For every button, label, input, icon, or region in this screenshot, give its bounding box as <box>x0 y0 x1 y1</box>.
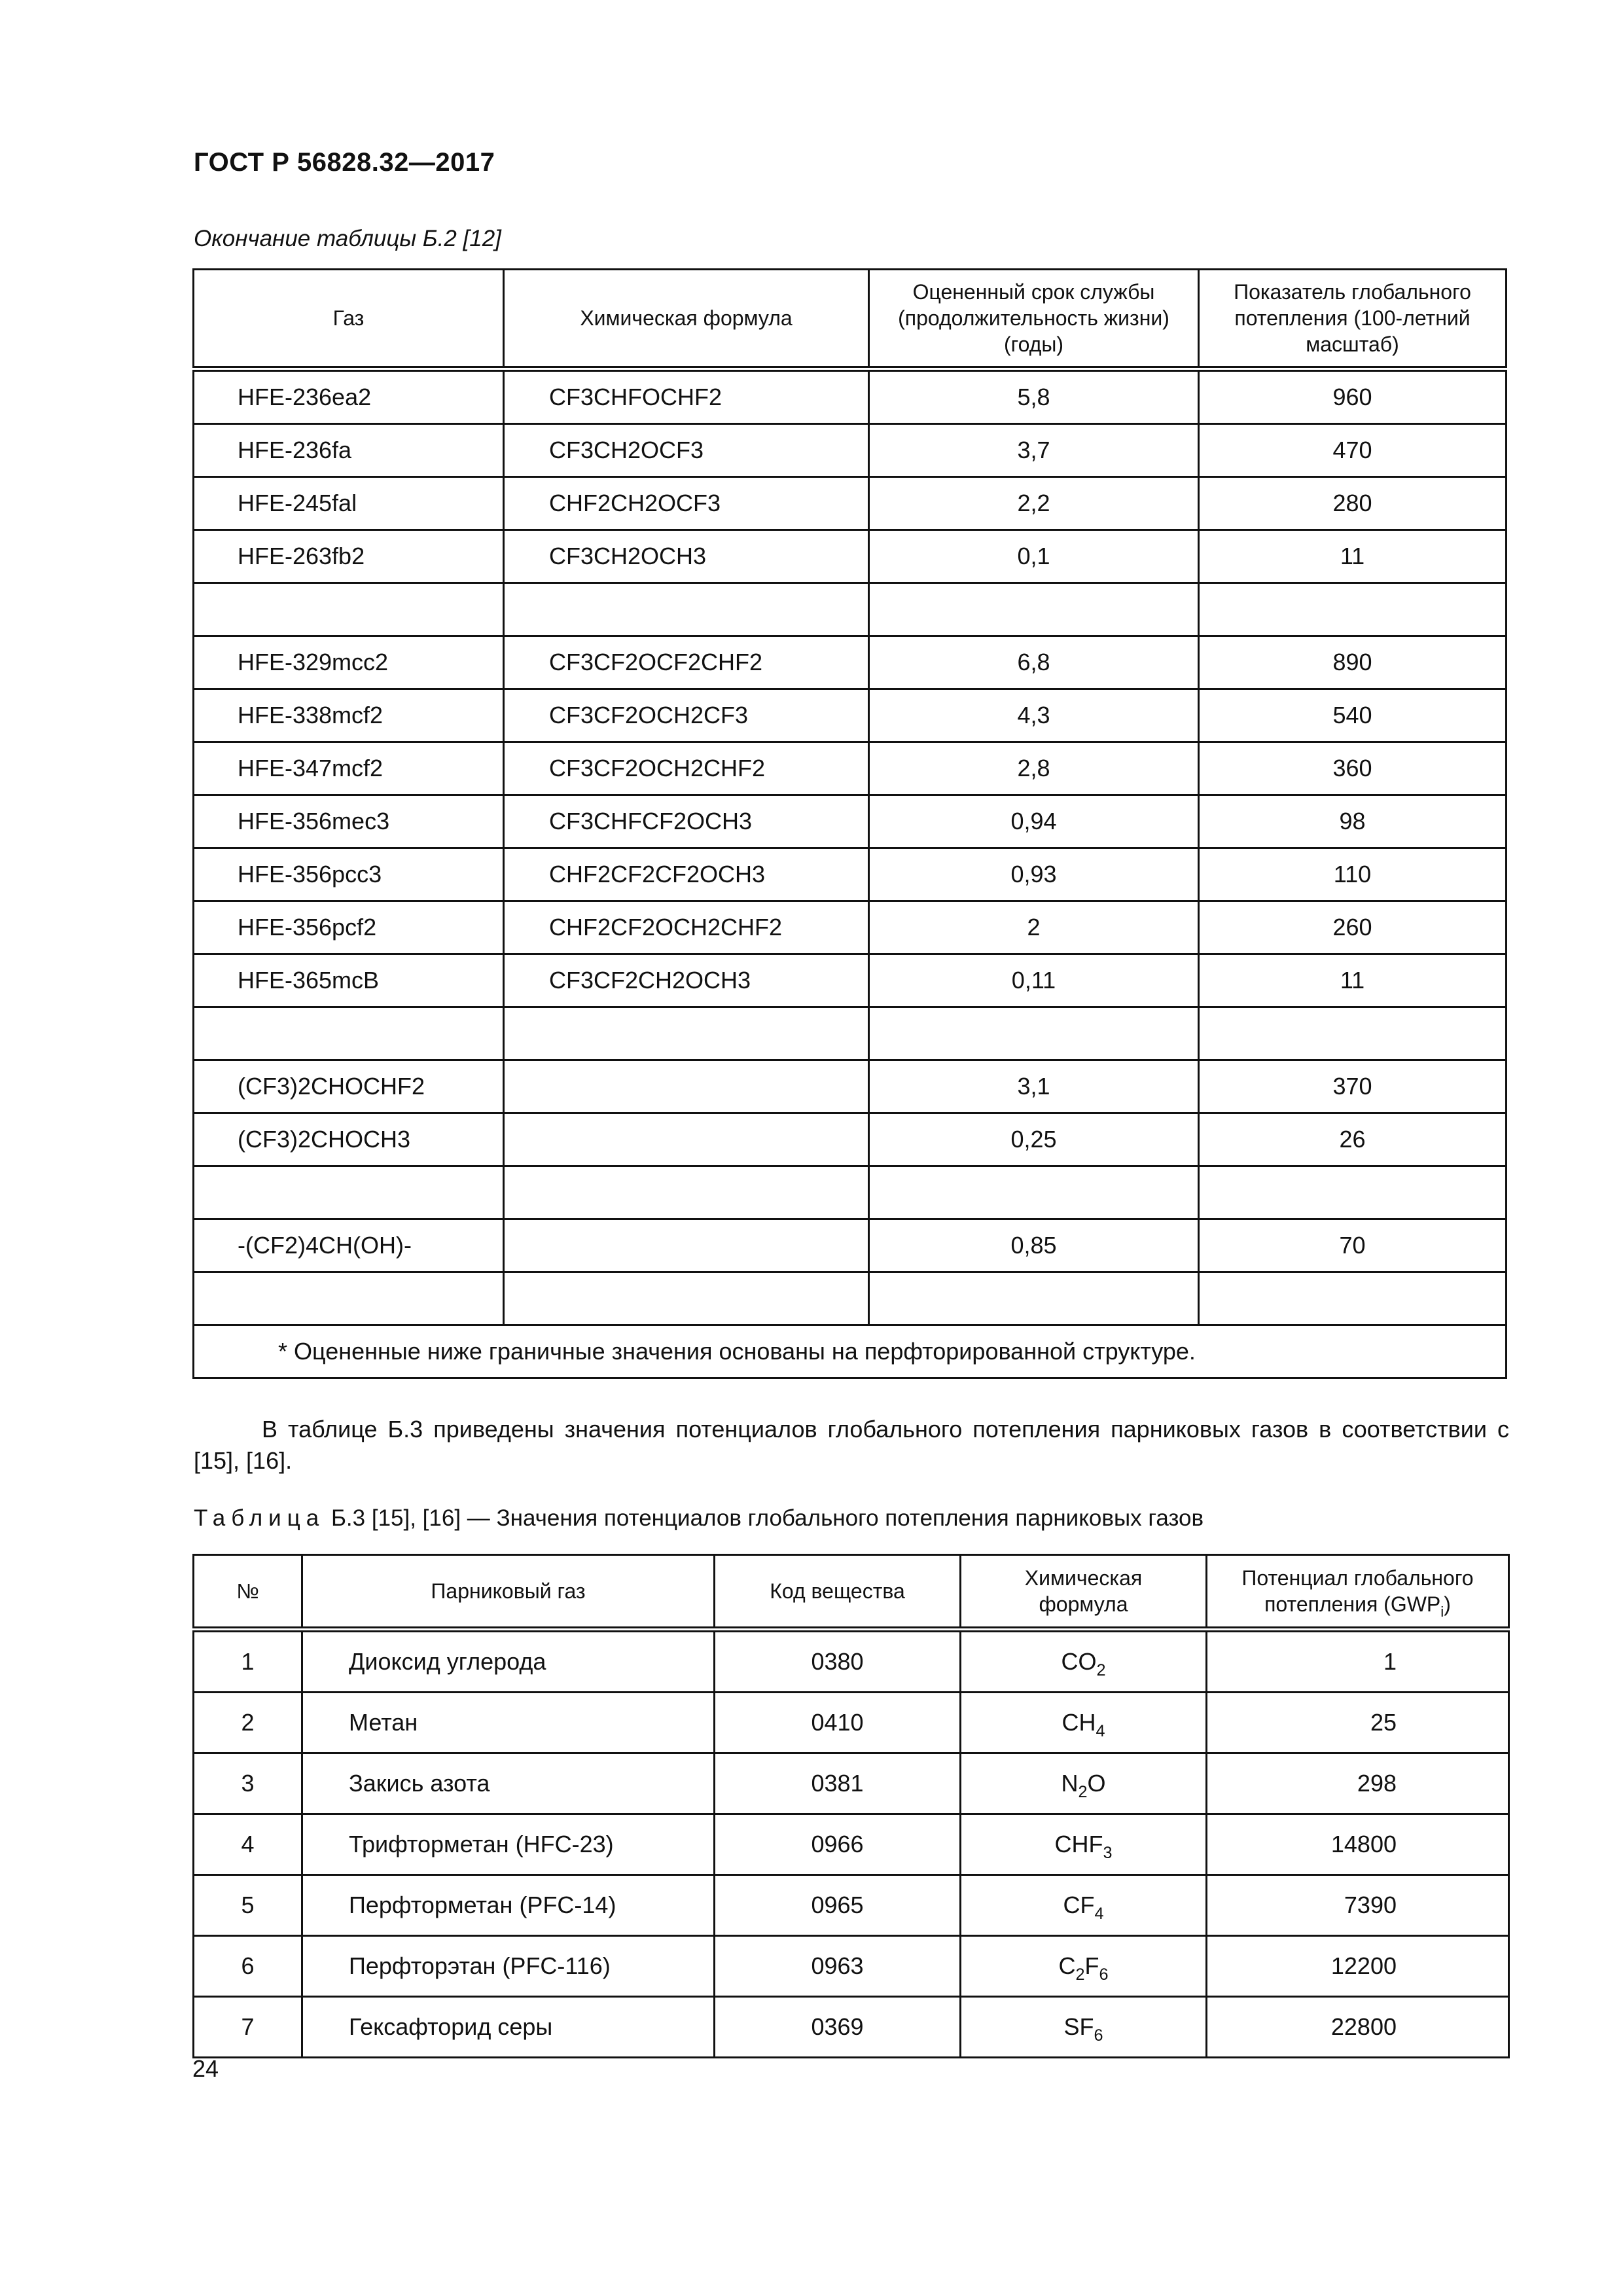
gas-cell: (CF3)2CHOCHF2 <box>194 1060 504 1113</box>
column-header-gas: Газ <box>194 270 504 369</box>
lifetime-cell: 0,93 <box>869 848 1199 901</box>
gwp-cell: 70 <box>1199 1219 1507 1272</box>
table-row <box>194 1166 1507 1219</box>
gwp-value-cell: 298 <box>1207 1753 1509 1814</box>
formula-cell <box>504 1272 869 1325</box>
gwp-cell: 960 <box>1199 369 1507 424</box>
gas-cell: HFE-356mec3 <box>194 795 504 848</box>
gwp-cell: 280 <box>1199 477 1507 530</box>
greenhouse-gas-cell: Гексафторид серы <box>302 1997 715 2058</box>
formula-cell: CF3CF2OCF2CHF2 <box>504 636 869 689</box>
gwp-value-cell: 14800 <box>1207 1814 1509 1875</box>
table-row <box>194 1693 1509 1753</box>
lifetime-cell <box>869 1166 1199 1219</box>
formula-subscript: 2 <box>1096 1660 1106 1679</box>
column-header-greenhouse-gas: Парниковый газ <box>302 1555 715 1630</box>
formula-part: CHF <box>1054 1831 1103 1857</box>
gas-cell: HFE-356pcc3 <box>194 848 504 901</box>
lifetime-cell: 3,7 <box>869 424 1199 477</box>
gwp-cell: 98 <box>1199 795 1507 848</box>
gwp-value-cell: 7390 <box>1207 1875 1509 1936</box>
column-header-gwp-potential <box>1207 1555 1509 1630</box>
gwp-cell: 890 <box>1199 636 1507 689</box>
number-cell: 2 <box>194 1693 302 1753</box>
gas-cell: HFE-263fb2 <box>194 530 504 583</box>
gas-cell: HFE-236fa <box>194 424 504 477</box>
gwp-cell <box>1199 583 1507 636</box>
table-row <box>194 1936 1509 1997</box>
gwp-cell <box>1199 1272 1507 1325</box>
gwp-cell <box>1199 1007 1507 1060</box>
greenhouse-gas-cell: Перфторэтан (PFC-116) <box>302 1936 715 1997</box>
table-b2-caption: Окончание таблицы Б.2 [12] <box>194 226 501 251</box>
gwp-header-suffix: ) <box>1444 1592 1451 1616</box>
table-b2-header-row <box>194 270 1507 369</box>
formula-subscript: 2 <box>1078 1782 1088 1801</box>
gas-cell: (CF3)2CHOCH3 <box>194 1113 504 1166</box>
lifetime-cell: 4,3 <box>869 689 1199 742</box>
gwp-cell: 540 <box>1199 689 1507 742</box>
formula-cell: CF3CF2CH2OCH3 <box>504 954 869 1007</box>
greenhouse-gas-cell: Перфторметан (PFC-14) <box>302 1875 715 1936</box>
substance-code-cell: 0380 <box>715 1630 961 1693</box>
table-b2 <box>192 268 1507 1379</box>
page-header: ГОСТ Р 56828.32—2017 <box>194 148 495 177</box>
table-row <box>194 477 1507 530</box>
number-cell: 7 <box>194 1997 302 2058</box>
lifetime-cell: 5,8 <box>869 369 1199 424</box>
number-cell: 6 <box>194 1936 302 1997</box>
gwp-cell: 11 <box>1199 530 1507 583</box>
gas-cell: HFE-347mcf2 <box>194 742 504 795</box>
gwp-cell: 26 <box>1199 1113 1507 1166</box>
table-b3-caption-text: Б.3 [15], [16] — Значения потенциалов глобального потепления парниковых газов <box>325 1505 1204 1531</box>
gas-cell: HFE-329mcc2 <box>194 636 504 689</box>
gwp-value-cell: 12200 <box>1207 1936 1509 1997</box>
table-b2-footnote-row <box>194 1325 1507 1378</box>
chemical-formula-cell <box>961 1814 1207 1875</box>
gwp-cell: 260 <box>1199 901 1507 954</box>
greenhouse-gas-cell: Закись азота <box>302 1753 715 1814</box>
table-row <box>194 901 1507 954</box>
formula-part: O <box>1087 1770 1106 1797</box>
gwp-value-cell: 25 <box>1207 1693 1509 1753</box>
formula-cell: CF3CHFOCHF2 <box>504 369 869 424</box>
formula-cell: CF3CF2OCH2CHF2 <box>504 742 869 795</box>
column-header-substance-code: Код вещества <box>715 1555 961 1630</box>
column-header-lifetime: Оцененный срок службы (продолжительность жизни) (годы) <box>869 270 1199 369</box>
gas-cell: HFE-365mcB <box>194 954 504 1007</box>
gas-cell: HFE-245fal <box>194 477 504 530</box>
table-row <box>194 1630 1509 1693</box>
formula-part: CO <box>1061 1648 1097 1675</box>
table-row <box>194 954 1507 1007</box>
gwp-cell: 470 <box>1199 424 1507 477</box>
substance-code-cell: 0369 <box>715 1997 961 2058</box>
formula-part: SF <box>1063 2013 1094 2040</box>
formula-cell <box>504 1166 869 1219</box>
lifetime-cell: 0,1 <box>869 530 1199 583</box>
formula-part: N <box>1061 1770 1079 1797</box>
body-paragraph: В таблице Б.3 приведены значения потенциалов глобального потепления парниковых газов в соответствии с [15], [16]. <box>194 1416 1509 1474</box>
gwp-value-cell: 1 <box>1207 1630 1509 1693</box>
number-cell: 3 <box>194 1753 302 1814</box>
table-row <box>194 424 1507 477</box>
table-row <box>194 583 1507 636</box>
gwp-cell: 110 <box>1199 848 1507 901</box>
gas-cell <box>194 1007 504 1060</box>
lifetime-cell <box>869 1007 1199 1060</box>
formula-cell: CHF2CH2OCF3 <box>504 477 869 530</box>
substance-code-cell: 0966 <box>715 1814 961 1875</box>
lifetime-cell: 0,25 <box>869 1113 1199 1166</box>
gas-cell: HFE-356pcf2 <box>194 901 504 954</box>
lifetime-cell <box>869 583 1199 636</box>
table-row <box>194 742 1507 795</box>
table-b3-caption-label: Таблица <box>194 1505 325 1531</box>
lifetime-cell: 0,11 <box>869 954 1199 1007</box>
table-row <box>194 1113 1507 1166</box>
lifetime-cell: 0,94 <box>869 795 1199 848</box>
lifetime-cell: 3,1 <box>869 1060 1199 1113</box>
gwp-cell: 370 <box>1199 1060 1507 1113</box>
table-row <box>194 795 1507 848</box>
table-row <box>194 1272 1507 1325</box>
table-row <box>194 636 1507 689</box>
formula-cell: CF3CF2OCH2CF3 <box>504 689 869 742</box>
table-row <box>194 1219 1507 1272</box>
lifetime-cell: 0,85 <box>869 1219 1199 1272</box>
formula-subscript: 3 <box>1103 1843 1113 1862</box>
chemical-formula-cell <box>961 1753 1207 1814</box>
number-cell: 5 <box>194 1875 302 1936</box>
number-cell: 4 <box>194 1814 302 1875</box>
formula-part: C <box>1058 1952 1076 1979</box>
substance-code-cell: 0965 <box>715 1875 961 1936</box>
table-row <box>194 1753 1509 1814</box>
formula-subscript: 2 <box>1075 1965 1085 1984</box>
table-row <box>194 1007 1507 1060</box>
gwp-header-prefix: Потенциал глобального потепления (GWP <box>1241 1566 1474 1616</box>
table-row <box>194 1997 1509 2058</box>
greenhouse-gas-cell: Трифторметан (HFC-23) <box>302 1814 715 1875</box>
gwp-cell: 360 <box>1199 742 1507 795</box>
chemical-formula-cell <box>961 1936 1207 1997</box>
formula-cell: CF3CH2OCH3 <box>504 530 869 583</box>
table-row <box>194 530 1507 583</box>
formula-part: CH <box>1061 1709 1096 1736</box>
gwp-cell <box>1199 1166 1507 1219</box>
gwp-header-subscript: i <box>1440 1603 1444 1620</box>
formula-cell <box>504 1060 869 1113</box>
table-b3-caption <box>194 1505 1204 1532</box>
chemical-formula-cell <box>961 1875 1207 1936</box>
greenhouse-gas-cell: Метан <box>302 1693 715 1753</box>
gas-cell: -(CF2)4CH(OH)- <box>194 1219 504 1272</box>
table-b2-footnote: * Оцененные ниже граничные значения основаны на перфторированной структуре. <box>194 1325 1507 1378</box>
number-cell: 1 <box>194 1630 302 1693</box>
table-row <box>194 369 1507 424</box>
substance-code-cell: 0410 <box>715 1693 961 1753</box>
table-row <box>194 1814 1509 1875</box>
formula-cell <box>504 1219 869 1272</box>
formula-subscript: 6 <box>1099 1965 1109 1984</box>
formula-cell: CF3CHFCF2OCH3 <box>504 795 869 848</box>
table-b3-header-row <box>194 1555 1509 1630</box>
gwp-value-cell: 22800 <box>1207 1997 1509 2058</box>
formula-cell <box>504 1007 869 1060</box>
column-header-number: № <box>194 1555 302 1630</box>
substance-code-cell: 0963 <box>715 1936 961 1997</box>
formula-subscript: 4 <box>1094 1904 1104 1923</box>
column-header-gwp: Показатель глобального потепления (100-летний масштаб) <box>1199 270 1507 369</box>
formula-subscript: 4 <box>1096 1721 1105 1740</box>
formula-subscript: 6 <box>1094 2026 1103 2045</box>
formula-cell: CF3CH2OCF3 <box>504 424 869 477</box>
formula-part: F <box>1084 1952 1099 1979</box>
formula-cell: CHF2CF2OCH2CHF2 <box>504 901 869 954</box>
lifetime-cell: 2,2 <box>869 477 1199 530</box>
lifetime-cell: 6,8 <box>869 636 1199 689</box>
gas-cell <box>194 1272 504 1325</box>
table-row <box>194 689 1507 742</box>
table-row <box>194 1875 1509 1936</box>
chemical-formula-cell <box>961 1997 1207 2058</box>
page-number: 24 <box>192 2055 219 2082</box>
lifetime-cell: 2 <box>869 901 1199 954</box>
lifetime-cell: 2,8 <box>869 742 1199 795</box>
chemical-formula-cell <box>961 1693 1207 1753</box>
gwp-cell: 11 <box>1199 954 1507 1007</box>
gas-cell <box>194 1166 504 1219</box>
chemical-formula-cell <box>961 1630 1207 1693</box>
lifetime-cell <box>869 1272 1199 1325</box>
column-header-chemical-formula: Химическая формула <box>961 1555 1207 1630</box>
substance-code-cell: 0381 <box>715 1753 961 1814</box>
formula-cell <box>504 583 869 636</box>
gas-cell: HFE-338mcf2 <box>194 689 504 742</box>
formula-part: CF <box>1063 1892 1095 1918</box>
table-row <box>194 1060 1507 1113</box>
table-row <box>194 848 1507 901</box>
greenhouse-gas-cell: Диоксид углерода <box>302 1630 715 1693</box>
gas-cell <box>194 583 504 636</box>
formula-cell <box>504 1113 869 1166</box>
column-header-formula: Химическая формула <box>504 270 869 369</box>
table-b3 <box>192 1554 1510 2058</box>
formula-cell: CHF2CF2CF2OCH3 <box>504 848 869 901</box>
gas-cell: HFE-236ea2 <box>194 369 504 424</box>
